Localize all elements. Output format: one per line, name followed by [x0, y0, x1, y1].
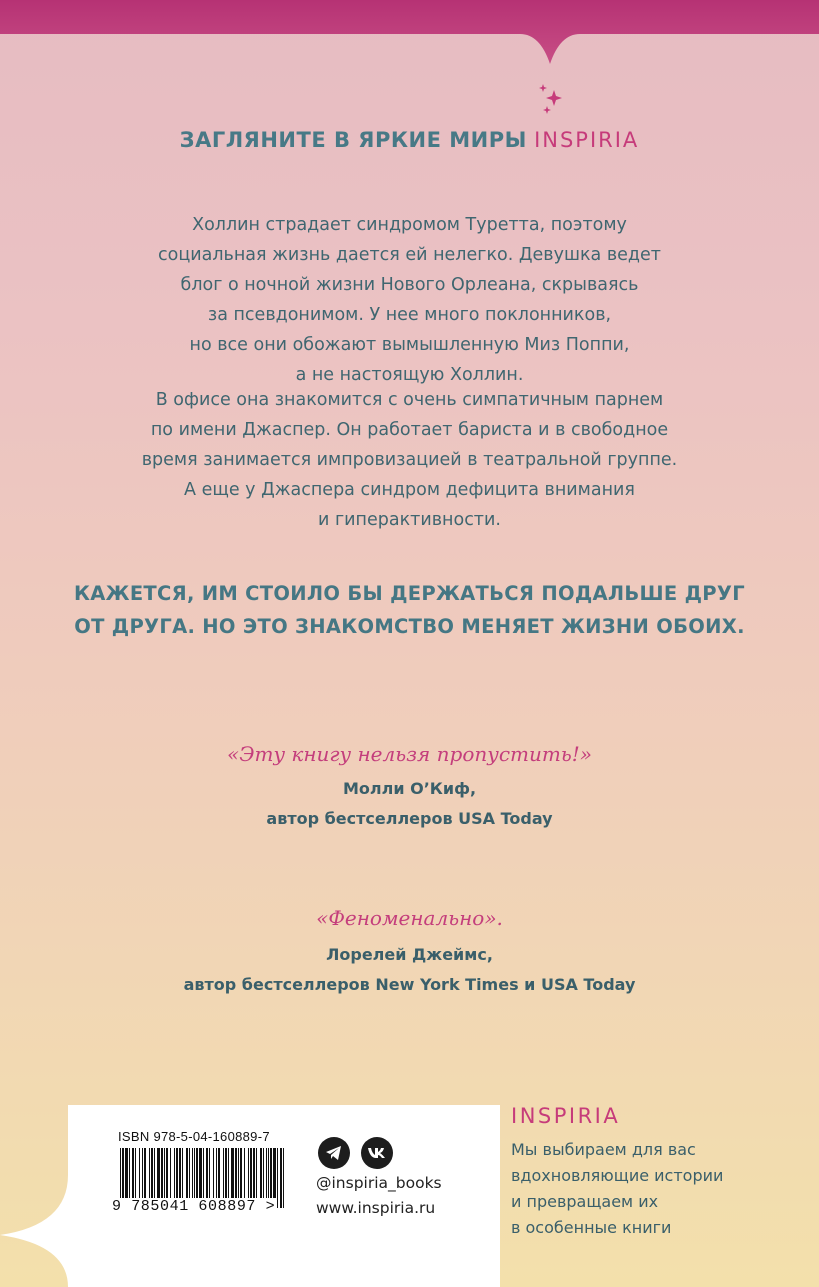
barcode-digits: 9 785041 608897 > — [112, 1198, 276, 1215]
sparkle-icon — [535, 78, 565, 120]
barcode-bar — [260, 1148, 262, 1200]
barcode-bar — [157, 1148, 160, 1200]
barcode-bar — [139, 1148, 140, 1200]
barcode-bar — [132, 1148, 134, 1200]
mission-line: в особенные книги — [511, 1218, 672, 1237]
review-author-name: Лорелей Джеймс, — [326, 945, 493, 964]
text-line: а не настоящую Холлин. — [295, 365, 524, 385]
top-banner — [0, 0, 819, 70]
barcode-bar — [174, 1148, 175, 1200]
barcode-bar — [216, 1148, 217, 1200]
barcode-bar — [248, 1148, 249, 1200]
barcode-bar — [186, 1148, 188, 1200]
text-line: время занимается импровизацией в театральной группе. — [141, 450, 678, 470]
text-line: за псевдонимом. У нее много поклонников, — [207, 305, 612, 325]
barcode-bar — [154, 1148, 155, 1200]
text-line: но все они обожают вымышленную Миз Поппи, — [189, 335, 630, 355]
review-quote-2: «Феноменально». — [316, 906, 503, 930]
barcode-bar — [192, 1148, 193, 1200]
text-line: Холлин страдает синдромом Туретта, поэтому — [192, 215, 627, 235]
publisher-mission — [511, 1137, 811, 1241]
barcode-bar — [283, 1148, 284, 1208]
barcode-bar — [170, 1148, 171, 1200]
barcode-bar — [256, 1148, 257, 1200]
barcode-bar — [203, 1148, 204, 1200]
social-handle[interactable]: @inspiria_books — [316, 1174, 442, 1192]
barcode-bar — [164, 1148, 165, 1200]
mission-line: и превращаем их — [511, 1192, 659, 1211]
headline-brand: INSPIRIA — [534, 128, 640, 152]
barcode-bar — [253, 1148, 255, 1200]
barcode-bar — [179, 1148, 181, 1200]
barcode-bar — [135, 1148, 136, 1200]
text-line: социальная жизнь дается ей нелегко. Девушка ведет — [158, 245, 661, 265]
barcode-bar — [223, 1148, 224, 1200]
text-line: В офисе она знакомится с очень симпатичным парнем — [155, 390, 664, 410]
text-line: по имени Джаспер. Он работает бариста и в свободное — [150, 420, 669, 440]
barcode-bar — [218, 1148, 220, 1200]
vk-glyph — [367, 1147, 387, 1159]
mission-line: Мы выбираем для вас — [511, 1140, 696, 1159]
barcode-bar — [194, 1148, 195, 1200]
barcode-bar — [166, 1148, 168, 1200]
review-author-name: Молли О’Киф, — [342, 779, 477, 798]
barcode-bar — [199, 1148, 202, 1200]
barcode-bar — [244, 1148, 245, 1200]
publisher-logo: INSPIRIA — [511, 1104, 621, 1128]
review-author-credential: автор бестселлеров New York Times и USA Today — [183, 975, 636, 994]
barcode-bar — [176, 1148, 178, 1200]
mission-line: вдохновляющие истории — [511, 1166, 724, 1185]
barcode-bar — [280, 1148, 282, 1208]
description-paragraph-1 — [60, 210, 759, 390]
barcode-bar — [238, 1148, 239, 1200]
website-link[interactable]: www.inspiria.ru — [316, 1199, 436, 1217]
barcode-bar — [228, 1148, 229, 1200]
barcode-bar — [144, 1148, 146, 1200]
barcode-bar — [235, 1148, 237, 1200]
telegram-glyph — [325, 1145, 343, 1161]
text-line: блог о ночной жизни Нового Орлеана, скрываясь — [180, 275, 639, 295]
callout-line: ОТ ДРУГА. НО ЭТО ЗНАКОМСТВО МЕНЯЕТ ЖИЗНИ ОБОИХ. — [74, 615, 745, 638]
callout-text — [30, 577, 789, 643]
barcode-bar — [129, 1148, 130, 1200]
review-author-1 — [0, 774, 819, 834]
callout-line: КАЖЕТСЯ, ИМ СТОИЛО БЫ ДЕРЖАТЬСЯ ПОДАЛЬШЕ ДРУГ — [74, 582, 745, 605]
barcode-bar — [149, 1148, 150, 1200]
barcode-bar — [250, 1148, 252, 1200]
barcode-bar — [240, 1148, 242, 1200]
review-author-credential: автор бестселлеров USA Today — [266, 809, 553, 828]
isbn-number: ISBN 978-5-04-160889-7 — [118, 1129, 270, 1144]
review-author-2 — [0, 940, 819, 1000]
barcode-bar — [231, 1148, 234, 1200]
barcode-bar — [213, 1148, 214, 1200]
headline-text: ЗАГЛЯНИТЕ В ЯРКИЕ МИРЫ — [179, 128, 527, 152]
barcode-bar — [182, 1148, 183, 1200]
barcode-bar — [225, 1148, 227, 1200]
barcode-bar — [196, 1148, 198, 1200]
text-line: и гиперактивности. — [318, 510, 501, 530]
telegram-icon[interactable] — [318, 1137, 350, 1169]
barcode-bar — [161, 1148, 163, 1200]
vk-icon[interactable] — [361, 1137, 393, 1169]
barcode-bar — [125, 1148, 128, 1200]
description-paragraph-2 — [60, 385, 759, 535]
barcode-bar — [151, 1148, 153, 1200]
barcode-bar — [206, 1148, 208, 1200]
barcode-bar — [209, 1148, 210, 1200]
barcode-bar — [142, 1148, 143, 1200]
barcode-bar — [189, 1148, 190, 1200]
review-quote-1: «Эту книгу нельзя пропустить!» — [226, 742, 593, 766]
text-line: А еще у Джаспера синдром дефицита внимания — [184, 480, 635, 500]
series-headline — [0, 128, 819, 152]
